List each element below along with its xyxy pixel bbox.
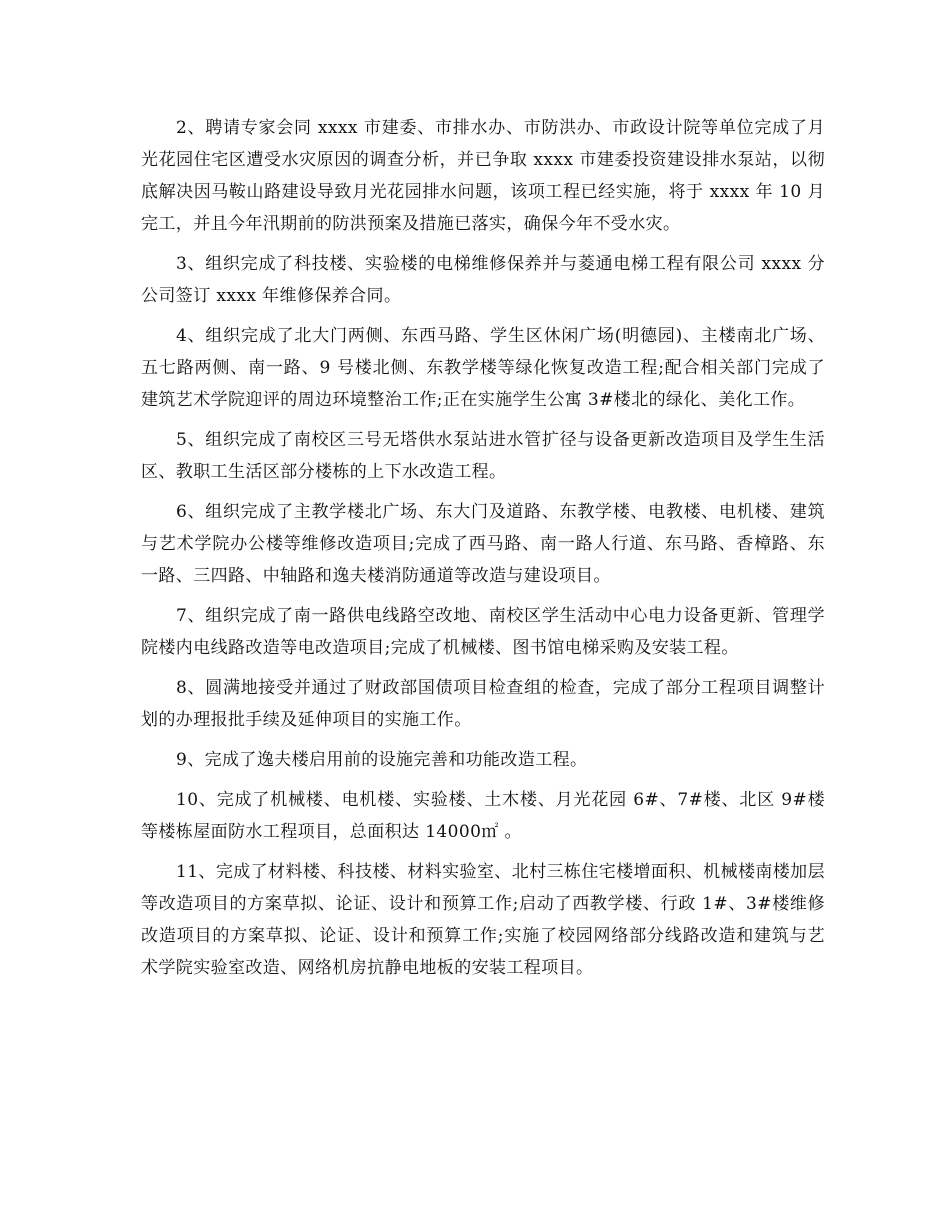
paragraph-item-2: 2、聘请专家会同 xxxx 市建委、市排水办、市防洪办、市政设计院等单位完成了月光花园住宅区遭受水灾原因的调查分析，并已争取 xxxx 市建委投资建设排水泵站，以彻底解决因马鞍山路建设导致月光花园排水问题，该项工程已经实施，将于 xxxx 年 10 月完工，并且今年汛期前的防洪预案及措施已落实，确保今年不受水灾。 (141, 118, 825, 234)
paragraph-item-5: 5、组织完成了南校区三号无塔供水泵站进水管扩径与设备更新改造项目及学生生活区、教职工生活区部分楼栋的上下水改造工程。 (141, 430, 825, 482)
paragraph-item-4: 4、组织完成了北大门两侧、东西马路、学生区休闲广场(明德园)、主楼南北广场、五七路两侧、南一路、9 号楼北侧、东教学楼等绿化恢复改造工程;配合相关部门完成了建筑艺术学院迎评的周边环境整治工作;正在实施学生公寓 3#楼北的绿化、美化工作。 (141, 326, 825, 410)
document-body (141, 112, 825, 992)
paragraph-item-9: 9、完成了逸夫楼启用前的设施完善和功能改造工程。 (176, 750, 588, 770)
paragraph-item-11: 11、完成了材料楼、科技楼、材料实验室、北村三栋住宅楼增面积、机械楼南楼加层等改造项目的方案草拟、论证、设计和预算工作;启动了西教学楼、行政 1#、3#楼维修改造项目的方案草拟、论证、设计和预算工作;实施了校园网络部分线路改造和建筑与艺术学院实验室改造、网络机房抗静电地板的安装工程项目。 (141, 862, 825, 978)
paragraph-item-6: 6、组织完成了主教学楼北广场、东大门及道路、东教学楼、电教楼、电机楼、建筑与艺术学院办公楼等维修改造项目;完成了西马路、南一路人行道、东马路、香樟路、东一路、三四路、中轴路和逸夫楼消防通道等改造与建设项目。 (141, 502, 825, 586)
paragraph-item-8: 8、圆满地接受并通过了财政部国债项目检查组的检查，完成了部分工程项目调整计划的办理报批手续及延伸项目的实施工作。 (141, 678, 825, 730)
paragraph-item-10: 10、完成了机械楼、电机楼、实验楼、土木楼、月光花园 6#、7#楼、北区 9#楼等楼栋屋面防水工程项目，总面积达 14000㎡ 。 (141, 790, 825, 842)
paragraph-item-7: 7、组织完成了南一路供电线路空改地、南校区学生活动中心电力设备更新、管理学院楼内电线路改造等电改造项目;完成了机械楼、图书馆电梯采购及安装工程。 (141, 606, 825, 658)
paragraph-item-3: 3、组织完成了科技楼、实验楼的电梯维修保养并与菱通电梯工程有限公司 xxxx 分公司签订 xxxx 年维修保养合同。 (141, 254, 825, 306)
